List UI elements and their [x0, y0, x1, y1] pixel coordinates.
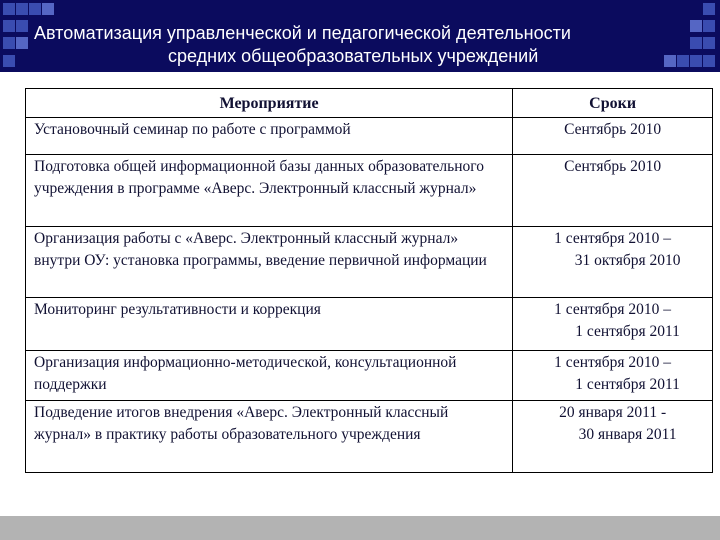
event-cell: Мониторинг результативности и коррекция	[26, 298, 513, 351]
date-line: 1 сентября 2011	[575, 376, 680, 393]
decor-square	[664, 55, 676, 67]
date-line: 1 сентября 2010 –	[554, 301, 672, 318]
event-cell: Организация информационно-методической, консультационной поддержки	[26, 351, 513, 401]
decor-square	[3, 37, 15, 49]
dates-cell	[513, 155, 713, 227]
decor-square	[677, 55, 689, 67]
decor-square	[42, 3, 54, 15]
schedule-table	[25, 88, 713, 473]
date-line: 1 сентября 2010 –	[554, 354, 672, 371]
title-line-1: Автоматизация управленческой и педагогической деятельности	[34, 23, 571, 43]
decor-square	[703, 55, 715, 67]
date-line: 30 января 2011	[578, 426, 677, 443]
event-cell: Установочный семинар по работе с программой	[26, 118, 513, 155]
table-row	[26, 118, 713, 155]
decor-square	[703, 3, 715, 15]
event-cell: Подведение итогов внедрения «Аверс. Электронный классный журнал» в практику работы образовательного учреждения	[26, 401, 513, 473]
header-event: Мероприятие	[26, 89, 513, 118]
decor-square	[29, 3, 41, 15]
date-line: 1 сентября 2011	[575, 323, 680, 340]
header-dates: Сроки	[513, 89, 713, 118]
dates-cell	[513, 118, 713, 155]
date-line: Сентябрь 2010	[564, 121, 662, 138]
decor-square	[3, 55, 15, 67]
date-line: 31 октября 2010	[574, 252, 681, 269]
decor-square	[16, 20, 28, 32]
title-line-2: средних общеобразовательных учреждений	[168, 46, 539, 66]
table-row	[26, 298, 713, 351]
title-banner	[0, 0, 720, 72]
date-line: 20 января 2011 -	[559, 404, 667, 421]
decor-square	[703, 20, 715, 32]
decor-square	[3, 20, 15, 32]
event-cell: Подготовка общей информационной базы данных образовательного учреждения в программе «Аверс. Электронный классный журнал»	[26, 155, 513, 227]
date-line: Сентябрь 2010	[564, 158, 662, 175]
table-row	[26, 351, 713, 401]
dates-cell	[513, 227, 713, 298]
decor-square	[690, 37, 702, 49]
footer-band	[0, 516, 720, 540]
decor-square	[16, 37, 28, 49]
date-line: 1 сентября 2010 –	[554, 230, 672, 247]
dates-cell	[513, 401, 713, 473]
decor-square	[703, 37, 715, 49]
dates-cell	[513, 298, 713, 351]
table-row	[26, 401, 713, 473]
dates-cell	[513, 351, 713, 401]
decor-square	[690, 20, 702, 32]
event-cell: Организация работы с «Аверс. Электронный классный журнал» внутри ОУ: установка программы, введение первичной информации	[26, 227, 513, 298]
table-row	[26, 155, 713, 227]
table-header-row	[26, 89, 713, 118]
decor-square	[16, 3, 28, 15]
decor-square	[690, 55, 702, 67]
decor-square	[3, 3, 15, 15]
table-row	[26, 227, 713, 298]
